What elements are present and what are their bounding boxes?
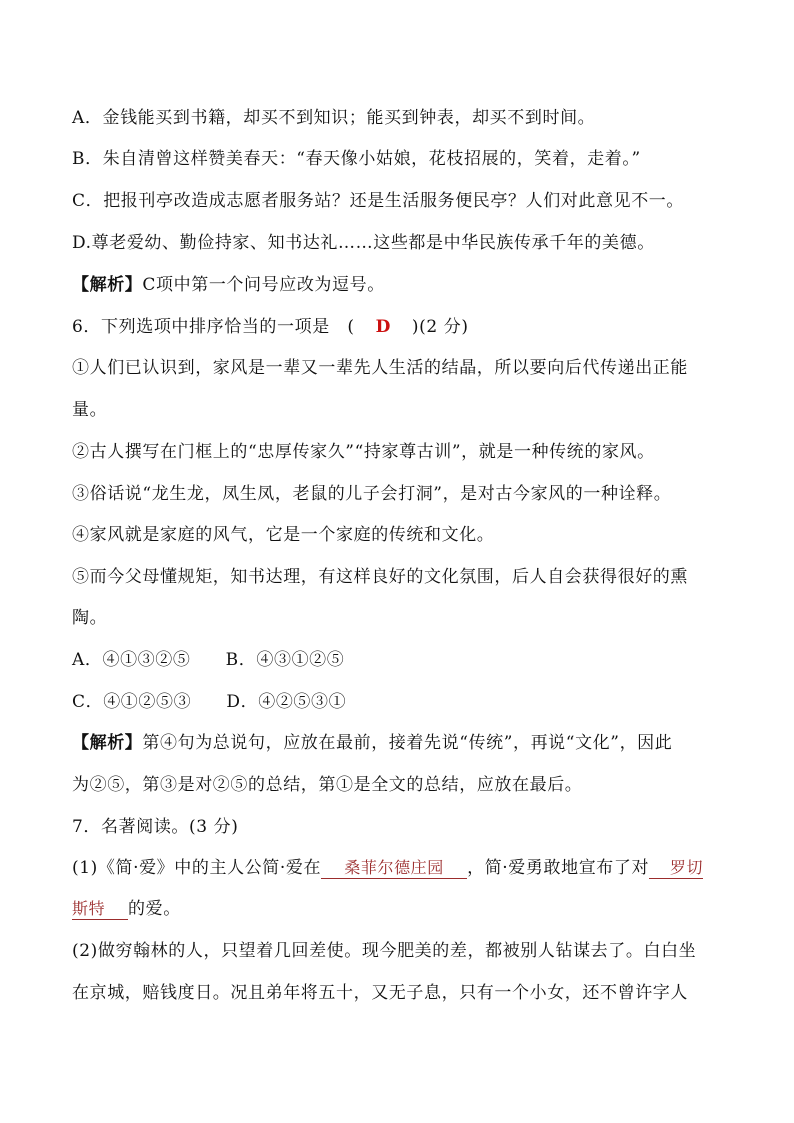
q6-options-ab: A．④①③②⑤ B．④③①②⑤ [72, 650, 345, 670]
q6-answer: D [375, 317, 391, 337]
q7-answer-blank-2a: 罗切 [649, 858, 703, 879]
q6-sentence-5-line-2: 陶。 [72, 608, 108, 628]
q5-option-d: D.尊老爱幼、勤俭持家、知书达礼……这些都是中华民族传承千年的美德。 [72, 233, 655, 253]
q7-part-1-after: 的爱。 [128, 899, 181, 919]
q7-part-1-line-2 [72, 897, 728, 921]
q6-sentence-4: ④家风就是家庭的风气，它是一个家庭的传统和文化。 [72, 525, 495, 545]
q6-sentence-5-line-1: ⑤而今父母懂规矩，知书达理，有这样良好的文化氛围，后人自会获得很好的熏 [72, 567, 688, 587]
q6-stem [72, 315, 728, 339]
q5-option-a: A．金钱能买到书籍，却买不到知识；能买到钟表，却买不到时间。 [72, 108, 596, 128]
q5-analysis [72, 273, 728, 297]
q6-sentence-1-line-2: 量。 [72, 400, 108, 420]
q7-answer-blank-2b: 斯特 [72, 899, 128, 920]
q6-stem-after: )(2 分) [394, 317, 469, 337]
q7-part-1-line-1 [72, 856, 728, 880]
analysis-text: C项中第一个问号应改为逗号。 [142, 275, 385, 295]
q7-part-2-line-1: (2)做穷翰林的人，只望着几回差使。现今肥美的差，都被别人钻谋去了。白白坐 [72, 941, 697, 961]
q6-options-cd: C．④①②⑤③ D．④②⑤③① [72, 692, 347, 712]
q7-answer-blank-1: 桑菲尔德庄园 [321, 858, 467, 879]
q6-sentence-3: ③俗话说“龙生龙，凤生凤，老鼠的儿子会打洞”，是对古今家风的一种诠释。 [72, 484, 672, 504]
q7-stem: 7．名著阅读。(3 分) [72, 817, 239, 837]
q6-analysis-line-1 [72, 731, 728, 755]
analysis-text: 第④句为总说句，应放在最前，接着先说“传统”，再说“文化”，因此 [142, 733, 673, 753]
q7-part-1-before: (1)《简·爱》中的主人公简·爱在 [72, 858, 322, 878]
q5-option-c: C．把报刊亭改造成志愿者服务站？还是生活服务便民亭？人们对此意见不一。 [72, 191, 685, 211]
q7-part-1-middle: ，简·爱勇敢地宣布了对 [467, 858, 650, 878]
q5-option-b: B．朱自清曾这样赞美春天：“春天像小姑娘，花枝招展的，笑着，走着。” [72, 149, 641, 169]
q6-stem-before: 6．下列选项中排序恰当的一项是 ( [72, 317, 373, 337]
q6-sentence-2: ②古人撰写在门框上的“忠厚传家久”“持家尊古训”，就是一种传统的家风。 [72, 442, 655, 462]
analysis-label: 【解析】 [72, 733, 143, 753]
q7-part-2-line-2: 在京城，赔钱度日。况且弟年将五十，又无子息，只有一个小女，还不曾许字人 [72, 983, 688, 1003]
q6-analysis-line-2: 为②⑤，第③是对②⑤的总结，第①是全文的总结，应放在最后。 [72, 775, 583, 795]
analysis-label: 【解析】 [72, 275, 143, 295]
q6-sentence-1-line-1: ①人们已认识到，家风是一辈又一辈先人生活的结晶，所以要向后代传递出正能 [72, 358, 688, 378]
